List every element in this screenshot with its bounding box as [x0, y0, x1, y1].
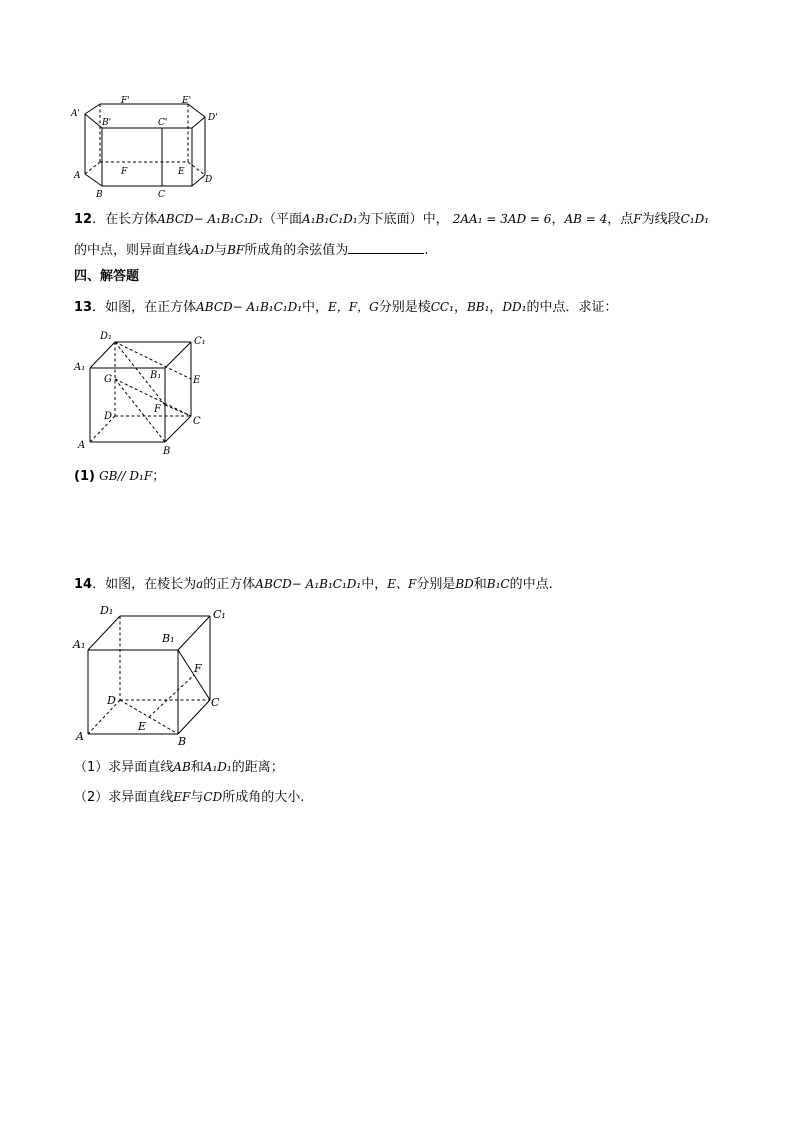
label-F: F — [154, 404, 161, 415]
q12-text: ，点 — [607, 212, 634, 227]
label-A: A — [78, 440, 86, 451]
q14-sub2 — [74, 788, 304, 807]
label-A1: A₁ — [74, 362, 86, 373]
section-heading: 四、解答题 — [74, 269, 140, 284]
q13-text: ， — [453, 300, 467, 315]
label-D: D — [104, 411, 113, 422]
q14-math: AB — [173, 760, 191, 774]
q14-line1 — [74, 575, 553, 594]
label-D1: D' — [208, 113, 218, 123]
label-B: B — [178, 735, 187, 748]
q14-math: ABCD− A₁B₁C₁D₁ — [255, 577, 362, 591]
q14-math: E、F — [387, 577, 417, 591]
q12-math: C₁D₁ — [680, 212, 710, 226]
label-E1: E' — [182, 96, 192, 106]
label-C: C — [158, 190, 165, 200]
q14-sub1 — [74, 758, 284, 777]
label-F: F — [121, 167, 128, 177]
q12-math: ABCD− A₁B₁C₁D₁ — [157, 212, 264, 226]
q14-math: B₁C — [486, 577, 510, 591]
q12-text: 与 — [214, 243, 228, 258]
q12-number: 12 — [74, 212, 93, 227]
label-D1: D₁ — [100, 604, 114, 617]
q14-text: 求异面直线 — [108, 760, 174, 775]
q14-text: 的距离； — [231, 760, 284, 775]
q14-math: EF — [173, 790, 191, 804]
q12-text: . — [424, 243, 429, 258]
q12-text: ．在长方体 — [92, 212, 158, 227]
cube-figure-q14 — [70, 600, 230, 748]
hexagonal-prism-figure — [66, 92, 226, 202]
answer-blank[interactable] — [348, 241, 424, 254]
q12-math: A₁D — [191, 243, 215, 257]
label-G: G — [104, 374, 112, 385]
q14-number: 14 — [74, 577, 93, 592]
q13-sub1-math: GB// D₁F — [99, 469, 153, 483]
q12-text: 所成角的余弦值为 — [244, 243, 349, 258]
label-D: D — [107, 694, 116, 707]
q12-math: A₁B₁C₁D₁ — [302, 212, 358, 226]
q12-math: BF — [227, 243, 245, 257]
label-E: E — [178, 167, 185, 177]
q13-text: 中， — [302, 300, 329, 315]
label-B1: B' — [102, 118, 112, 128]
q14-math: CD — [203, 790, 223, 804]
q13-math: E，F，G — [328, 300, 379, 314]
label-D1: D₁ — [100, 331, 113, 342]
label-B1: B₁ — [162, 632, 175, 645]
q12-text: ， — [551, 212, 565, 227]
q13-sub1-label: (1) — [74, 469, 95, 484]
q13-sub1 — [74, 467, 165, 486]
q14-math: a — [196, 577, 204, 591]
q14-text: 中， — [361, 577, 388, 592]
q13-line1 — [74, 298, 618, 317]
cube-figure-q13 — [70, 326, 220, 458]
label-C1: C₁ — [213, 608, 226, 621]
q14-text: 求异面直线 — [108, 790, 174, 805]
label-E: E — [138, 720, 147, 733]
q14-text: 与 — [190, 790, 204, 805]
q13-number: 13 — [74, 300, 93, 315]
label-C: C — [211, 696, 220, 709]
q12-text: 为下底面）中， — [357, 212, 449, 227]
label-D: D — [205, 175, 213, 185]
label-F1: F' — [121, 96, 130, 106]
q12-math: F — [633, 212, 642, 226]
q12-text: 为线段 — [641, 212, 681, 227]
q12-text: （平面 — [263, 212, 303, 227]
q13-math: ABCD− A₁B₁C₁D₁ — [196, 300, 303, 314]
q14-text: 分别是 — [416, 577, 456, 592]
label-A: A — [74, 171, 81, 181]
q12-math: 2AA₁ = 3AD = 6 — [452, 212, 552, 226]
q14-text: ．如图，在棱长为 — [92, 577, 197, 592]
q12-line1 — [74, 210, 709, 229]
q12-line2 — [74, 241, 428, 260]
q12-math: AB = 4 — [564, 212, 608, 226]
q14-sub1-label: （1） — [74, 760, 109, 775]
label-A1: A' — [71, 109, 80, 119]
q13-math: CC₁ — [430, 300, 454, 314]
q14-text: 和 — [190, 760, 204, 775]
label-C: C — [193, 416, 201, 427]
label-A: A — [76, 730, 84, 743]
label-B1: B₁ — [150, 370, 162, 381]
q13-text: 的中点．求证： — [526, 300, 618, 315]
q14-math: BD — [455, 577, 474, 591]
label-A1: A₁ — [73, 638, 86, 651]
q13-text: ， — [489, 300, 503, 315]
q14-text: 的正方体 — [203, 577, 256, 592]
q14-math: A₁D₁ — [203, 760, 232, 774]
q14-text: 的中点. — [509, 577, 553, 592]
q13-text: ； — [152, 469, 166, 484]
q13-text: 分别是棱 — [378, 300, 431, 315]
label-F: F — [194, 662, 202, 675]
label-C1: C₁ — [194, 336, 206, 347]
label-E: E — [193, 375, 201, 386]
q14-text: 所成角的大小. — [222, 790, 305, 805]
label-B: B — [163, 446, 171, 457]
q13-text: ．如图，在正方体 — [92, 300, 197, 315]
label-B: B — [96, 190, 103, 200]
q13-math: BB₁ — [466, 300, 490, 314]
q13-math: DD₁ — [502, 300, 527, 314]
label-C1: C' — [158, 118, 168, 128]
q14-sub2-label: （2） — [74, 790, 109, 805]
q12-text: 的中点，则异面直线 — [74, 243, 192, 258]
q14-text: 和 — [473, 577, 487, 592]
